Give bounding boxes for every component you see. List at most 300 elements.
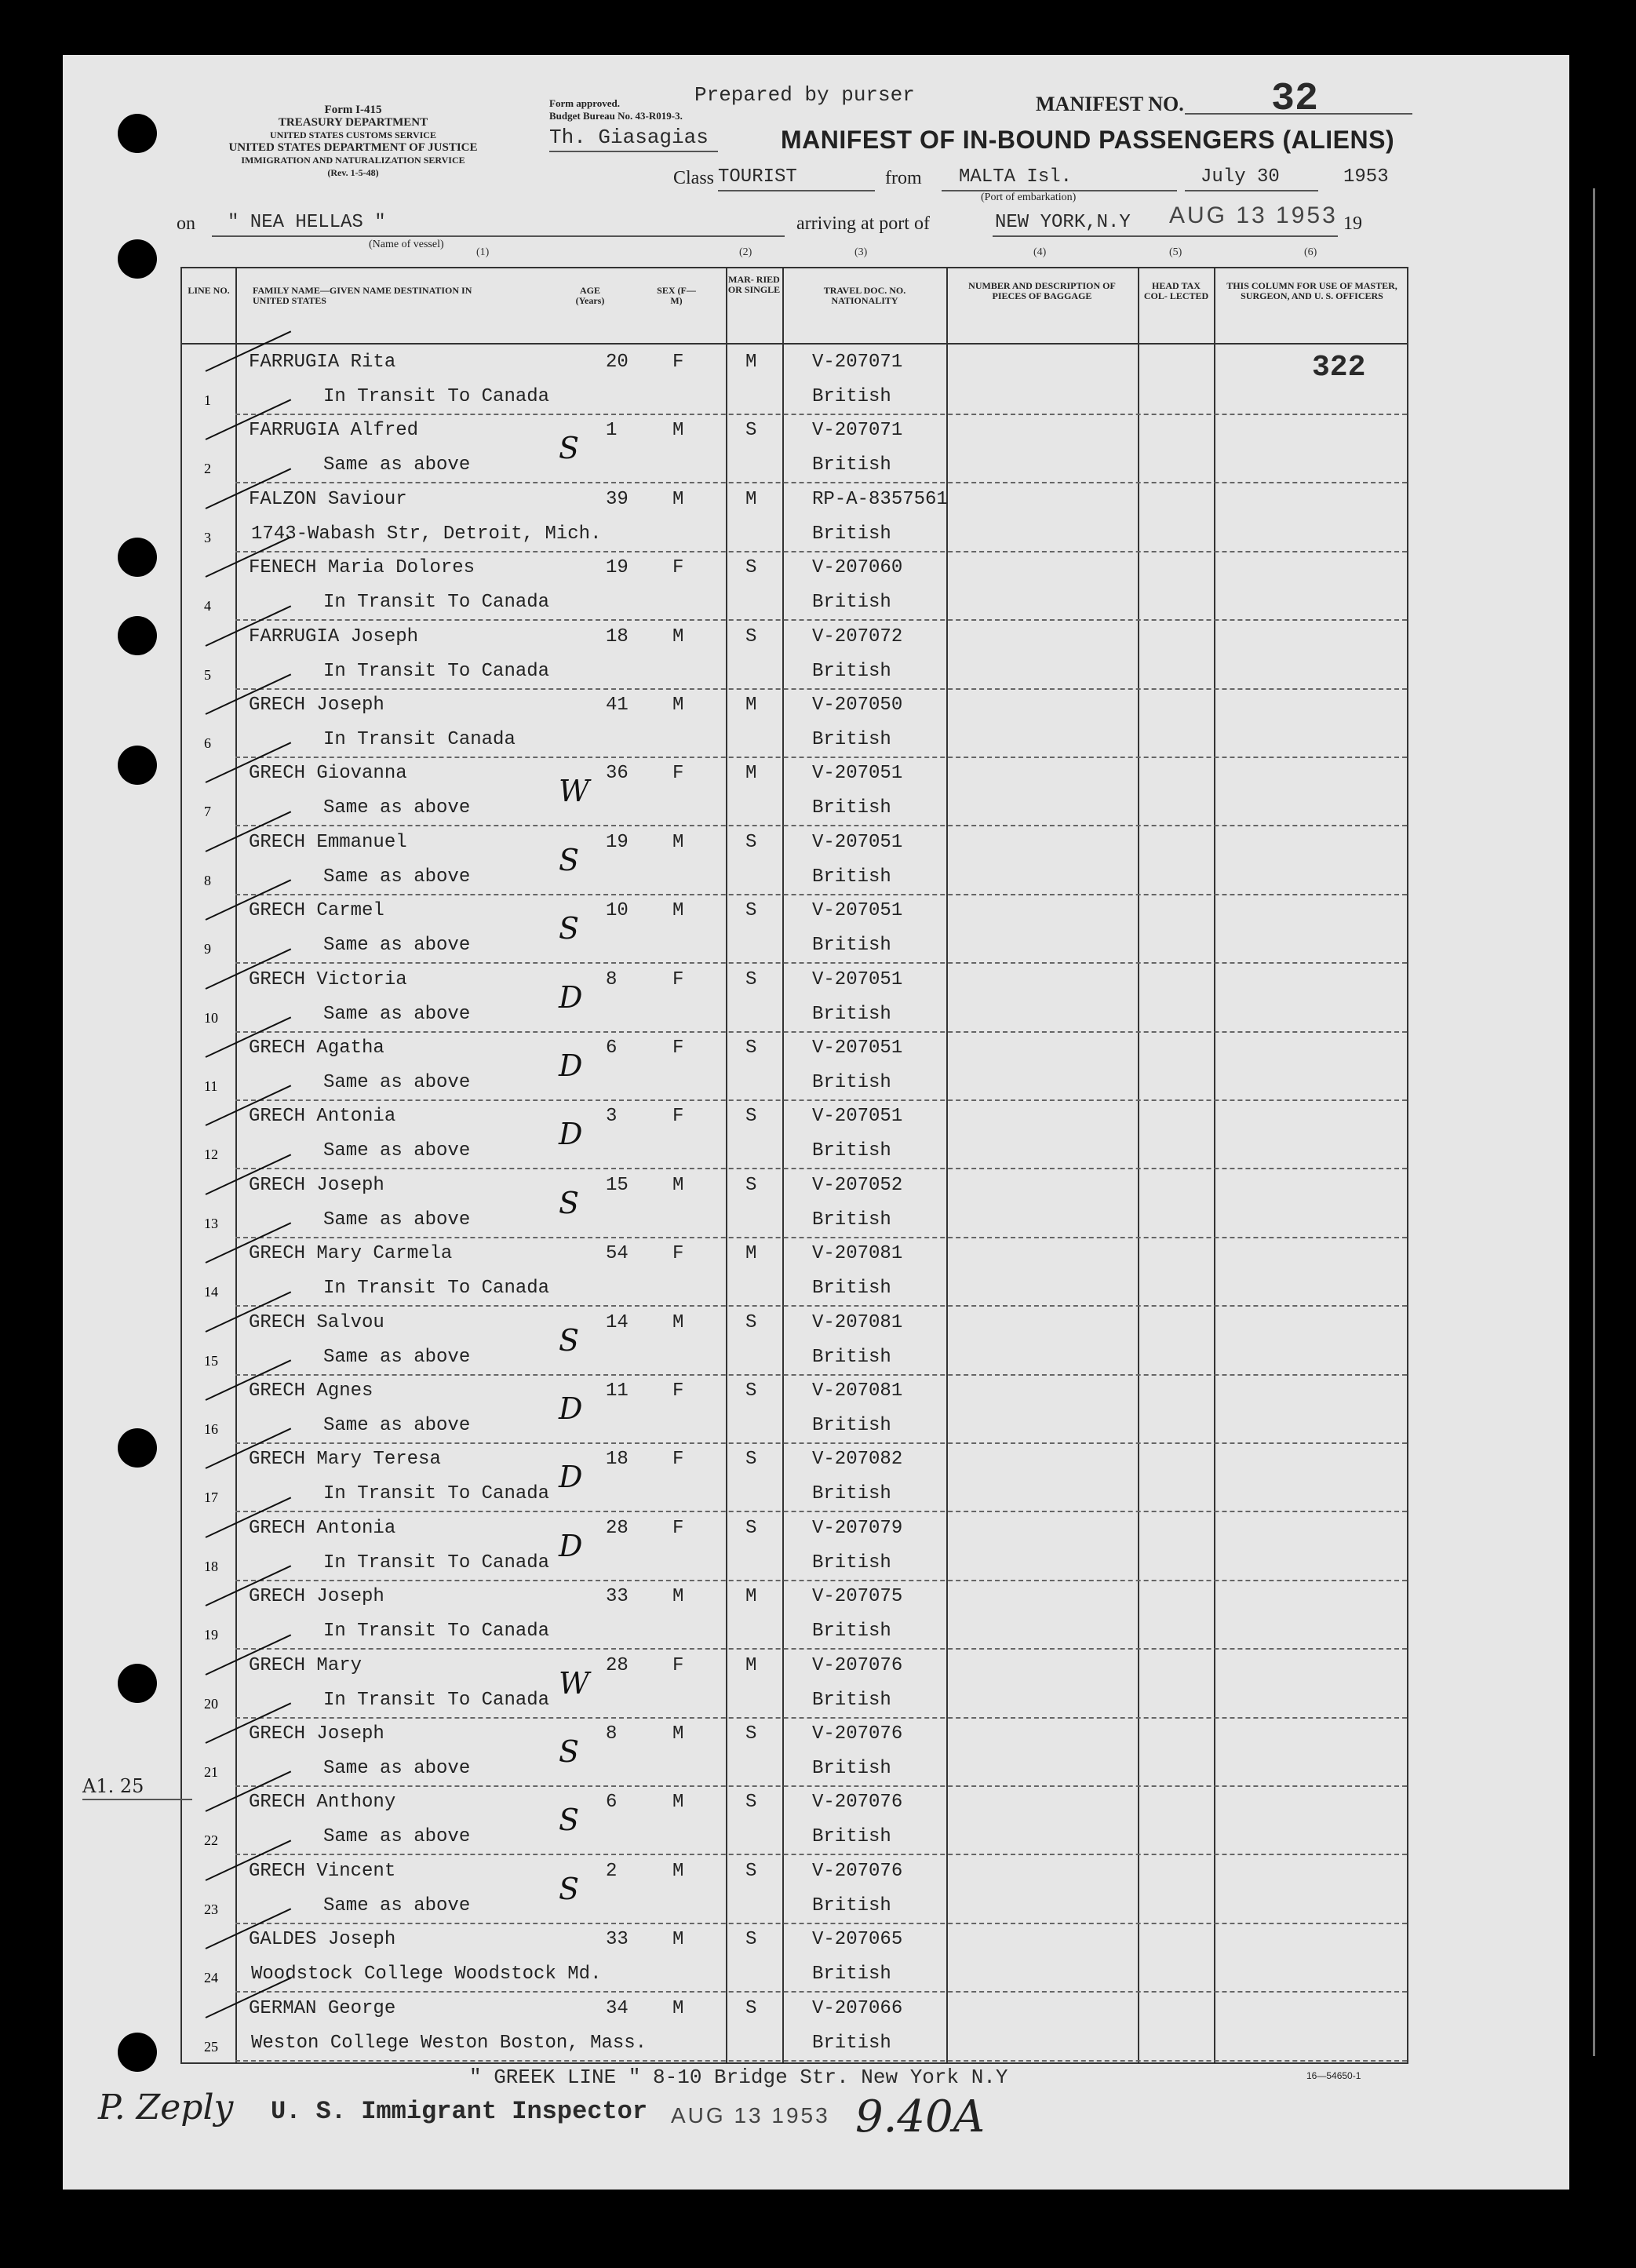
passenger-name: GRECH Emmanuel xyxy=(249,831,407,853)
sex: F xyxy=(672,1654,684,1676)
nationality: British xyxy=(812,1621,891,1643)
age: 41 xyxy=(606,695,629,716)
sex: M xyxy=(672,1792,684,1814)
travel-doc-number: V-207081 xyxy=(812,1380,903,1402)
marital-status: M xyxy=(745,352,757,373)
sex: M xyxy=(672,1586,684,1608)
sex: M xyxy=(672,1929,684,1951)
travel-doc-number: V-207081 xyxy=(812,1243,903,1265)
line-number: 1 xyxy=(204,392,211,408)
sex: F xyxy=(672,1449,684,1471)
col-head-officers: THIS COLUMN FOR USE OF MASTER, SURGEON, AND U. S. OFFICERS xyxy=(1226,280,1397,301)
handwritten-mark: W xyxy=(559,774,590,809)
age: 20 xyxy=(606,352,629,373)
nationality: British xyxy=(812,1964,891,1985)
travel-doc-number: V-207051 xyxy=(812,763,903,785)
age: 28 xyxy=(606,1517,629,1539)
passenger-name: GRECH Mary Carmela xyxy=(249,1243,453,1265)
travel-doc-number: RP-A-8357561 xyxy=(812,488,948,510)
line-number: 24 xyxy=(204,1970,218,1986)
age: 1 xyxy=(606,420,618,442)
punch-hole xyxy=(118,2033,157,2072)
table-row xyxy=(182,622,1407,690)
sex: F xyxy=(672,1243,684,1265)
age: 39 xyxy=(606,488,629,510)
class-label: Class xyxy=(673,168,715,188)
marital-status: S xyxy=(745,1106,757,1128)
table-row xyxy=(182,1307,1407,1376)
nationality: British xyxy=(812,1894,891,1916)
table-row xyxy=(182,1238,1407,1307)
travel-doc-number: V-207051 xyxy=(812,1037,903,1059)
age: 8 xyxy=(606,1723,618,1745)
port-embarkation-label: (Port of embarkation) xyxy=(981,191,1077,203)
table-row xyxy=(182,1787,1407,1855)
travel-doc-number: V-207051 xyxy=(812,968,903,990)
from-label: from xyxy=(885,168,922,188)
travel-doc-number: V-207060 xyxy=(812,557,903,579)
sex: M xyxy=(672,420,684,442)
marital-status: S xyxy=(745,1860,757,1882)
line-number: 14 xyxy=(204,1284,218,1300)
passenger-name: GRECH Salvou xyxy=(249,1311,384,1333)
handwritten-mark: D xyxy=(559,1460,583,1495)
time-note: 9.40A xyxy=(855,2091,986,2142)
marital-status: M xyxy=(745,1654,757,1676)
travel-doc-number: V-207076 xyxy=(812,1792,903,1814)
age: 14 xyxy=(606,1311,629,1333)
nationality: British xyxy=(812,1552,891,1573)
travel-doc-number: V-207051 xyxy=(812,831,903,853)
marital-status: S xyxy=(745,420,757,442)
destination: Same as above xyxy=(323,1758,471,1779)
inspector-signature: P. Zeply xyxy=(98,2088,234,2128)
passenger-name: GALDES Joseph xyxy=(249,1929,396,1951)
passenger-name: GRECH Agatha xyxy=(249,1037,384,1059)
line-number: 11 xyxy=(204,1078,218,1094)
passenger-name: GRECH Joseph xyxy=(249,1586,384,1608)
line-number: 4 xyxy=(204,598,211,614)
page-title: MANIFEST OF IN-BOUND PASSENGERS (ALIENS) xyxy=(781,126,1395,154)
table-row xyxy=(182,1513,1407,1581)
nationality: British xyxy=(812,1415,891,1436)
table-row xyxy=(182,415,1407,483)
from-value: MALTA Isl. xyxy=(959,166,1073,188)
travel-doc-number: V-207076 xyxy=(812,1860,903,1882)
on-label: on xyxy=(177,213,195,234)
nationality: British xyxy=(812,729,891,750)
passenger-name: GRECH Joseph xyxy=(249,1174,384,1196)
passenger-name: GRECH Joseph xyxy=(249,1723,384,1745)
manifest-underline xyxy=(1185,113,1412,115)
age: 34 xyxy=(606,1997,629,2019)
marital-status: M xyxy=(745,1243,757,1265)
vessel-label: (Name of vessel) xyxy=(369,239,444,250)
travel-doc-number: V-207065 xyxy=(812,1929,903,1951)
destination: In Transit To Canada xyxy=(323,1689,550,1711)
row-rule xyxy=(235,2060,1407,2062)
travel-doc-number: V-207071 xyxy=(812,352,903,373)
column-number: (1) xyxy=(476,246,490,258)
handwritten-mark: S xyxy=(559,1734,580,1769)
margin-note-underline xyxy=(82,1799,192,1800)
destination: Same as above xyxy=(323,1003,471,1025)
table-row xyxy=(182,1101,1407,1169)
date-underline xyxy=(1185,190,1318,191)
nationality: British xyxy=(812,1483,891,1505)
marital-status: S xyxy=(745,968,757,990)
column-number: (5) xyxy=(1169,246,1182,258)
passenger-name: GRECH Giovanna xyxy=(249,763,407,785)
line-number: 19 xyxy=(204,1627,218,1643)
travel-doc-number: V-207051 xyxy=(812,1106,903,1128)
vessel-underline xyxy=(212,235,785,237)
budget-number: Budget Bureau No. 43-R019-3. xyxy=(549,110,683,122)
travel-doc-number: V-207072 xyxy=(812,625,903,647)
age: 3 xyxy=(606,1106,618,1128)
table-row xyxy=(182,1924,1407,1993)
passenger-name: GRECH Vincent xyxy=(249,1860,396,1882)
age: 6 xyxy=(606,1037,618,1059)
handwritten-mark: S xyxy=(559,1185,580,1220)
shipping-agent: " GREEK LINE " 8-10 Bridge Str. New York N.Y xyxy=(469,2066,1008,2089)
line-number: 9 xyxy=(204,941,211,957)
destination: In Transit To Canada xyxy=(323,1621,550,1643)
nationality: British xyxy=(812,592,891,614)
destination: Same as above xyxy=(323,454,471,476)
travel-doc-number: V-207066 xyxy=(812,1997,903,2019)
handwritten-mark: S xyxy=(559,911,580,946)
punch-hole xyxy=(118,1664,157,1703)
sex: M xyxy=(672,900,684,922)
passenger-table xyxy=(180,246,1408,2064)
manifest-label: MANIFEST NO. xyxy=(1036,93,1184,115)
purser-underline xyxy=(549,151,718,152)
handwritten-mark: D xyxy=(559,979,583,1015)
age: 36 xyxy=(606,763,629,785)
sex: M xyxy=(672,488,684,510)
destination: Same as above xyxy=(323,1346,471,1368)
sex: F xyxy=(672,763,684,785)
destination: Same as above xyxy=(323,1894,471,1916)
line-number: 3 xyxy=(204,529,211,545)
scan-edge-line xyxy=(1593,188,1595,2056)
handwritten-mark: D xyxy=(559,1048,583,1083)
sex: M xyxy=(672,1860,684,1882)
travel-doc-number: V-207076 xyxy=(812,1723,903,1745)
sex: F xyxy=(672,1517,684,1539)
prepared-by: Prepared by purser xyxy=(694,83,915,107)
nationality: British xyxy=(812,454,891,476)
handwritten-mark: W xyxy=(559,1665,590,1701)
age: 15 xyxy=(606,1174,629,1196)
nationality: British xyxy=(812,523,891,545)
nationality: British xyxy=(812,1003,891,1025)
age: 33 xyxy=(606,1586,629,1608)
marital-status: S xyxy=(745,1380,757,1402)
sex: F xyxy=(672,1380,684,1402)
age: 10 xyxy=(606,900,629,922)
arrival-port: NEW YORK,N.Y xyxy=(995,212,1131,233)
destination: In Transit To Canada xyxy=(323,1483,550,1505)
destination: Weston College Weston Boston, Mass. xyxy=(251,2032,647,2054)
table-row xyxy=(182,827,1407,895)
sex: M xyxy=(672,831,684,853)
age: 18 xyxy=(606,1449,629,1471)
travel-doc-number: V-207052 xyxy=(812,1174,903,1196)
marital-status: M xyxy=(745,488,757,510)
marital-status: S xyxy=(745,1449,757,1471)
marital-status: M xyxy=(745,763,757,785)
form-approved: Form approved. xyxy=(549,97,621,109)
col-head-married: MAR- RIED OR SINGLE xyxy=(727,274,781,295)
nationality: British xyxy=(812,660,891,682)
travel-doc-number: V-207050 xyxy=(812,695,903,716)
destination: Same as above xyxy=(323,797,471,819)
marital-status: M xyxy=(745,695,757,716)
handwritten-mark: S xyxy=(559,1322,580,1358)
form-authority-block xyxy=(177,104,530,179)
customs-service: UNITED STATES CUSTOMS SERVICE xyxy=(270,129,436,140)
table-row xyxy=(182,964,1407,1033)
form-number: Form I-415 xyxy=(324,104,382,116)
travel-doc-number: V-207081 xyxy=(812,1311,903,1333)
marital-status: S xyxy=(745,1792,757,1814)
margin-note: A1. 25 xyxy=(82,1775,144,1797)
handwritten-mark: D xyxy=(559,1528,583,1563)
destination: Same as above xyxy=(323,866,471,888)
sex: M xyxy=(672,1311,684,1333)
age: 18 xyxy=(606,625,629,647)
header-rule xyxy=(182,343,1407,345)
column-number: (2) xyxy=(739,246,752,258)
table-row xyxy=(182,690,1407,758)
passenger-name: GRECH Antonia xyxy=(249,1517,396,1539)
marital-status: S xyxy=(745,831,757,853)
table-row xyxy=(182,1170,1407,1238)
handwritten-mark: S xyxy=(559,1803,580,1838)
age: 6 xyxy=(606,1792,618,1814)
travel-doc-number: V-207051 xyxy=(812,900,903,922)
treasury-dept: TREASURY DEPARTMENT xyxy=(278,116,428,129)
handwritten-mark: S xyxy=(559,1871,580,1906)
print-code: 16—54650-1 xyxy=(1306,2070,1361,2081)
vessel-name: " NEA HELLAS " xyxy=(228,212,386,233)
line-number: 12 xyxy=(204,1147,218,1163)
column-number: (6) xyxy=(1304,246,1317,258)
arriving-label: arriving at port of xyxy=(796,213,930,234)
nationality: British xyxy=(812,1140,891,1162)
sex: M xyxy=(672,695,684,716)
line-number: 17 xyxy=(204,1490,218,1506)
form-revision: (Rev. 1-5-48) xyxy=(327,167,379,178)
line-number: 5 xyxy=(204,666,211,683)
nationality: British xyxy=(812,797,891,819)
sex: M xyxy=(672,1997,684,2019)
table-row xyxy=(182,1033,1407,1101)
line-number: 16 xyxy=(204,1421,218,1437)
age: 2 xyxy=(606,1860,618,1882)
passenger-name: FARRUGIA Joseph xyxy=(249,625,419,647)
sex: F xyxy=(672,1106,684,1128)
purser-name: Th. Giasagias xyxy=(549,126,709,149)
nationality: British xyxy=(812,1689,891,1711)
sex: F xyxy=(672,557,684,579)
punch-hole xyxy=(118,239,157,279)
table-row xyxy=(182,552,1407,621)
travel-doc-number: V-207071 xyxy=(812,420,903,442)
marital-status: M xyxy=(745,1586,757,1608)
destination: Same as above xyxy=(323,1209,471,1231)
nationality: British xyxy=(812,866,891,888)
passenger-name: FARRUGIA Rita xyxy=(249,352,396,373)
handwritten-mark: D xyxy=(559,1117,583,1152)
age: 28 xyxy=(606,1654,629,1676)
nationality: British xyxy=(812,935,891,957)
marital-status: S xyxy=(745,557,757,579)
destination: Same as above xyxy=(323,1072,471,1093)
ins-service: IMMIGRATION AND NATURALIZATION SERVICE xyxy=(241,155,465,166)
passenger-name: FALZON Saviour xyxy=(249,488,407,510)
col-head-line: LINE NO. xyxy=(188,285,230,296)
table-row xyxy=(182,347,1407,415)
nationality: British xyxy=(812,2032,891,2054)
col-head-age: AGE (Years) xyxy=(575,285,605,306)
line-number: 2 xyxy=(204,461,211,477)
handwritten-mark: S xyxy=(559,842,580,877)
inspector-label: U. S. Immigrant Inspector xyxy=(271,2097,648,2126)
handwritten-mark: D xyxy=(559,1391,583,1426)
port-underline xyxy=(993,235,1338,237)
sex: F xyxy=(672,968,684,990)
col-head-sex: SEX (F—M) xyxy=(657,285,696,306)
table-row xyxy=(182,1581,1407,1650)
age: 11 xyxy=(606,1380,629,1402)
class-value: TOURIST xyxy=(718,166,797,188)
travel-doc-number: V-207075 xyxy=(812,1586,903,1608)
line-number: 10 xyxy=(204,1009,218,1026)
arrival-year-label: 19 xyxy=(1343,213,1362,234)
year-value: 1953 xyxy=(1343,166,1389,188)
marital-status: S xyxy=(745,1174,757,1196)
destination: In Transit Canada xyxy=(323,729,516,750)
nationality: British xyxy=(812,1072,891,1093)
table-row xyxy=(182,758,1407,826)
nationality: British xyxy=(812,1758,891,1779)
officer-note: 322 xyxy=(1312,351,1366,385)
destination: In Transit To Canada xyxy=(323,592,550,614)
table-row xyxy=(182,1719,1407,1787)
sex: F xyxy=(672,352,684,373)
passenger-name: GRECH Victoria xyxy=(249,968,407,990)
sex: M xyxy=(672,1723,684,1745)
marital-status: S xyxy=(745,625,757,647)
destination: Woodstock College Woodstock Md. xyxy=(251,1964,602,1985)
age: 8 xyxy=(606,968,618,990)
destination: Same as above xyxy=(323,935,471,957)
travel-doc-number: V-207076 xyxy=(812,1654,903,1676)
table-row xyxy=(182,1650,1407,1719)
line-number: 13 xyxy=(204,1215,218,1231)
passenger-name: GRECH Mary xyxy=(249,1654,363,1676)
destination: In Transit To Canada xyxy=(323,386,550,407)
nationality: British xyxy=(812,1209,891,1231)
passenger-name: GERMAN George xyxy=(249,1997,396,2019)
marital-status: S xyxy=(745,900,757,922)
marital-status: S xyxy=(745,1997,757,2019)
passenger-name: GRECH Agnes xyxy=(249,1380,373,1402)
date-value: July 30 xyxy=(1201,166,1280,188)
marital-status: S xyxy=(745,1929,757,1951)
col-head-head-tax: HEAD TAX COL- LECTED xyxy=(1143,280,1209,301)
destination: In Transit To Canada xyxy=(323,1552,550,1573)
age: 33 xyxy=(606,1929,629,1951)
table-row xyxy=(182,1856,1407,1924)
line-number: 6 xyxy=(204,735,211,751)
arrival-date-stamp: AUG 13 1953 xyxy=(1169,202,1338,228)
passenger-name: GRECH Carmel xyxy=(249,900,384,922)
passenger-name: GRECH Antonia xyxy=(249,1106,396,1128)
table-row xyxy=(182,1444,1407,1512)
marital-status: S xyxy=(745,1037,757,1059)
punch-hole xyxy=(118,1428,157,1468)
punch-hole xyxy=(118,746,157,785)
destination: Same as above xyxy=(323,1140,471,1162)
table-row xyxy=(182,1376,1407,1444)
age: 19 xyxy=(606,557,629,579)
handwritten-mark: S xyxy=(559,431,580,466)
age: 19 xyxy=(606,831,629,853)
destination: 1743-Wabash Str, Detroit, Mich. xyxy=(251,523,602,545)
passenger-name: FARRUGIA Alfred xyxy=(249,420,419,442)
age: 54 xyxy=(606,1243,629,1265)
line-number: 18 xyxy=(204,1558,218,1574)
col-head-baggage: NUMBER AND DESCRIPTION OF PIECES OF BAGGAGE xyxy=(968,280,1116,301)
nationality: British xyxy=(812,386,891,407)
col-head-travel-doc: TRAVEL DOC. NO. NATIONALITY xyxy=(823,285,906,306)
marital-status: S xyxy=(745,1311,757,1333)
table-row xyxy=(182,484,1407,552)
nationality: British xyxy=(812,1278,891,1300)
destination: In Transit To Canada xyxy=(323,1278,550,1300)
line-number: 23 xyxy=(204,1901,218,1917)
destination: Same as above xyxy=(323,1415,471,1436)
column-number: (3) xyxy=(854,246,868,258)
column-number: (4) xyxy=(1033,246,1047,258)
class-underline xyxy=(718,190,875,191)
travel-doc-number: V-207079 xyxy=(812,1517,903,1539)
justice-dept: UNITED STATES DEPARTMENT OF JUSTICE xyxy=(228,141,478,154)
marital-status: S xyxy=(745,1723,757,1745)
line-number: 7 xyxy=(204,804,211,820)
line-number: 15 xyxy=(204,1352,218,1369)
punch-hole xyxy=(118,114,157,153)
passenger-name: GRECH Anthony xyxy=(249,1792,396,1814)
inspector-stamp: AUG 13 1953 xyxy=(671,2103,830,2128)
approval-block xyxy=(549,97,683,122)
destination: In Transit To Canada xyxy=(323,660,550,682)
passenger-name: GRECH Joseph xyxy=(249,695,384,716)
line-number: 22 xyxy=(204,1832,218,1849)
punch-hole xyxy=(118,616,157,655)
table-row xyxy=(182,895,1407,964)
manifest-number: 32 xyxy=(1271,77,1319,122)
line-number: 25 xyxy=(204,2038,218,2055)
nationality: British xyxy=(812,1346,891,1368)
line-number: 21 xyxy=(204,1764,218,1780)
passenger-name: GRECH Mary Teresa xyxy=(249,1449,441,1471)
line-number: 20 xyxy=(204,1695,218,1712)
